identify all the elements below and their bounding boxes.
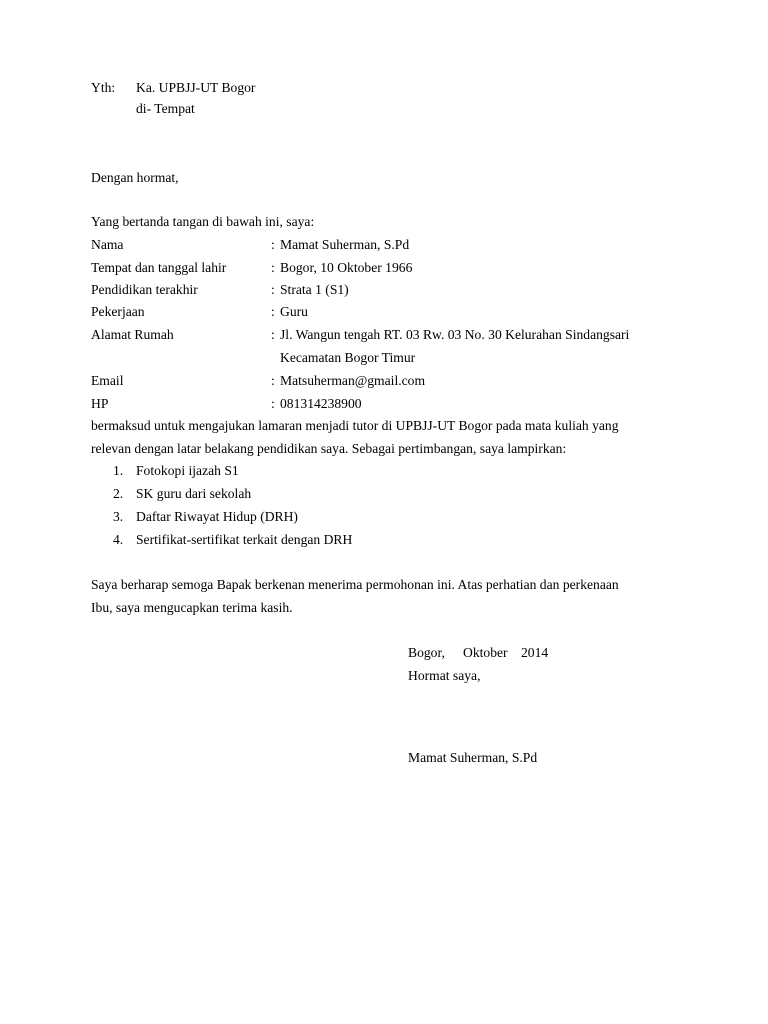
signature-year: 2014	[521, 645, 549, 660]
field-row-nama	[91, 237, 691, 257]
list-text: SK guru dari sekolah	[136, 486, 252, 501]
list-number: 3.	[113, 509, 124, 524]
field-value: Matsuherman@gmail.com	[280, 373, 426, 388]
field-row-alamat	[91, 327, 691, 347]
field-label: HP	[91, 396, 109, 411]
recipient-place: di- Tempat	[136, 101, 195, 116]
list-text: Fotokopi ijazah S1	[136, 463, 239, 478]
list-text: Daftar Riwayat Hidup (DRH)	[136, 509, 298, 524]
signature-regards: Hormat saya,	[408, 668, 481, 683]
field-row-ttl	[91, 260, 691, 280]
field-colon: :	[271, 327, 275, 342]
field-row-hp	[91, 396, 691, 416]
signature-city: Bogor,	[408, 645, 445, 660]
intro-text: Yang bertanda tangan di bawah ini, saya:	[91, 214, 315, 229]
field-colon: :	[271, 282, 275, 297]
field-value-alamat-line2: Kecamatan Bogor Timur	[280, 350, 416, 365]
field-value: Guru	[280, 304, 308, 319]
greeting: Dengan hormat,	[91, 170, 179, 185]
field-row-pendidikan	[91, 282, 691, 302]
body-line: relevan dengan latar belakang pendidikan saya. Sebagai pertimbangan, saya lampirkan:	[91, 441, 567, 456]
field-value: Strata 1 (S1)	[280, 282, 349, 297]
field-label: Alamat Rumah	[91, 327, 174, 342]
field-row-pekerjaan	[91, 304, 691, 324]
yth-label: Yth:	[91, 80, 116, 95]
field-colon: :	[271, 260, 275, 275]
list-number: 4.	[113, 532, 124, 547]
body-line: bermaksud untuk mengajukan lamaran menjadi tutor di UPBJJ-UT Bogor pada mata kuliah yang	[91, 418, 619, 433]
closing-line: Saya berharap semoga Bapak berkenan menerima permohonan ini. Atas perhatian dan perkenaan	[91, 577, 619, 592]
field-value: 081314238900	[280, 396, 362, 411]
field-colon: :	[271, 237, 275, 252]
field-value: Bogor, 10 Oktober 1966	[280, 260, 413, 275]
recipient-name: Ka. UPBJJ-UT Bogor	[136, 80, 256, 95]
signature-name: Mamat Suherman, S.Pd	[408, 750, 538, 765]
closing-line: Ibu, saya mengucapkan terima kasih.	[91, 600, 293, 615]
field-value: Mamat Suherman, S.Pd	[280, 237, 410, 252]
list-text: Sertifikat-sertifikat terkait dengan DRH	[136, 532, 353, 547]
signature-month: Oktober	[463, 645, 508, 660]
list-number: 2.	[113, 486, 124, 501]
field-value: Jl. Wangun tengah RT. 03 Rw. 03 No. 30 Kelurahan Sindangsari	[280, 327, 630, 342]
field-row-email	[91, 373, 691, 393]
list-number: 1.	[113, 463, 124, 478]
field-colon: :	[271, 373, 275, 388]
field-label: Email	[91, 373, 124, 388]
field-label: Nama	[91, 237, 124, 252]
field-label: Tempat dan tanggal lahir	[91, 260, 227, 275]
field-colon: :	[271, 396, 275, 411]
field-label: Pekerjaan	[91, 304, 145, 319]
field-label: Pendidikan terakhir	[91, 282, 198, 297]
field-colon: :	[271, 304, 275, 319]
